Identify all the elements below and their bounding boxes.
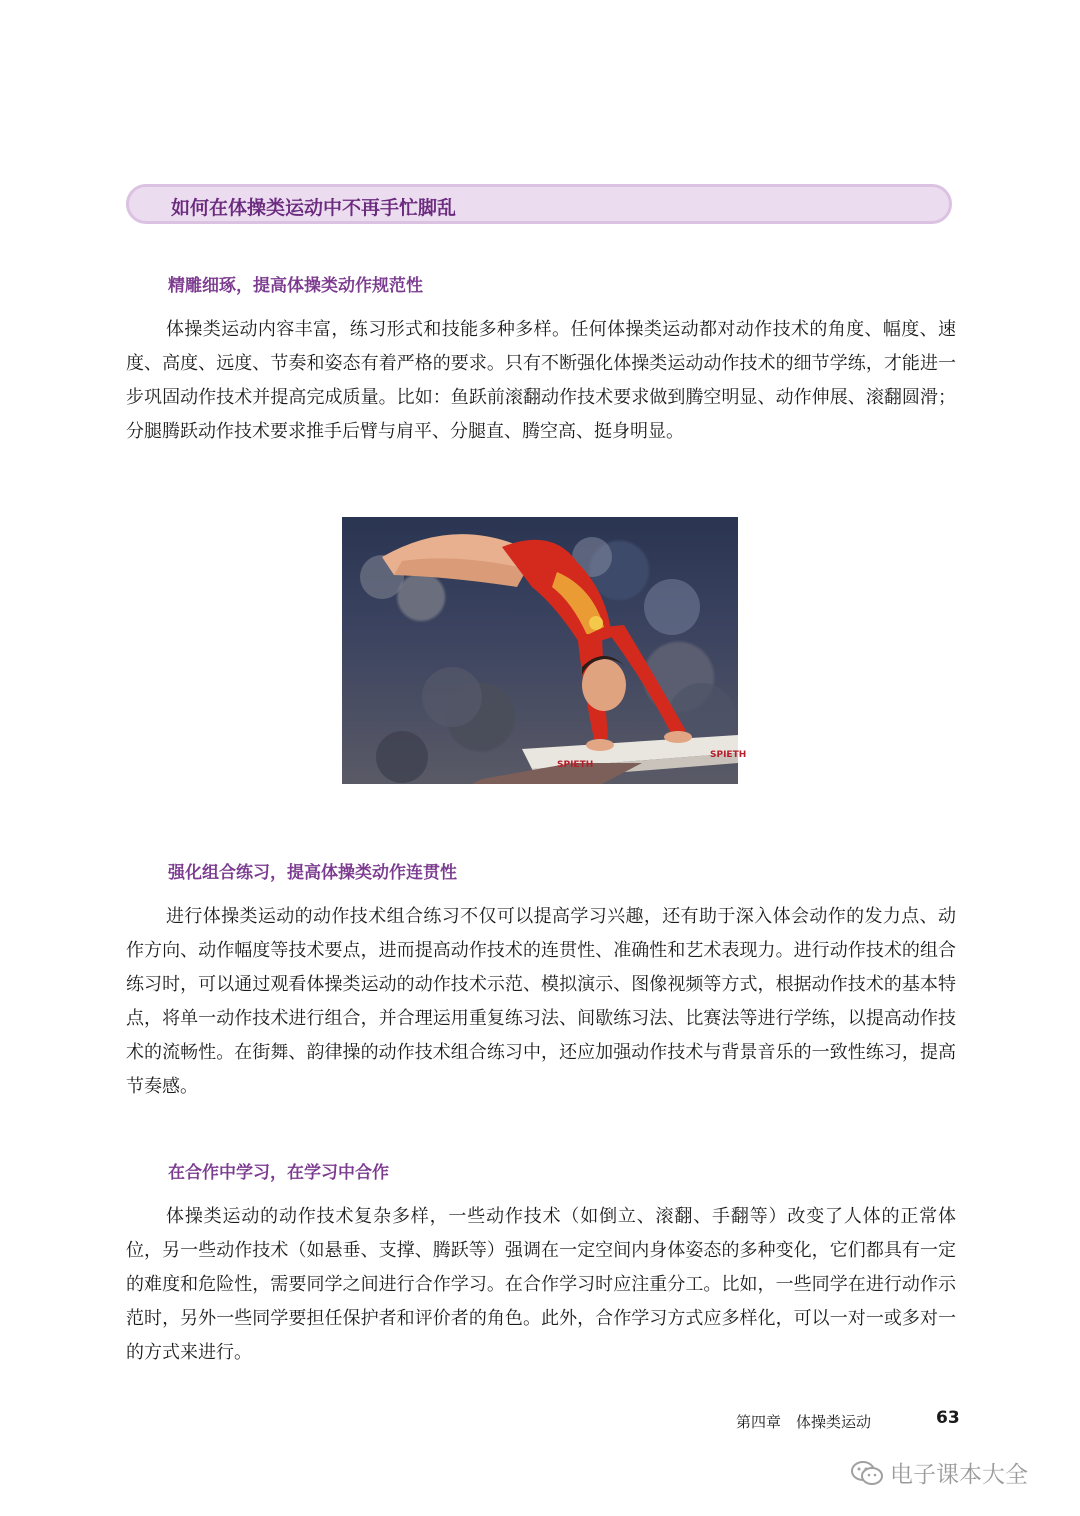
paragraph-1: 体操类运动内容丰富，练习形式和技能多种多样。任何体操类运动都对动作技术的角度、幅度、速度、高度、远度、节奏和姿态有着严格的要求。只有不断强化体操类运动动作技术的细节学练，才能进一步巩固动作技术并提高完成质量。比如：鱼跃前滚翻动作技术要求做到腾空明显、动作伸展、滚翻圆滑；分腿腾跃动作技术要求推手后臂与肩平、分腿直、腾空高、挺身明显。: [126, 319, 956, 442]
paragraph-2: 进行体操类运动的动作技术组合练习不仅可以提高学习兴趣，还有助于深入体会动作的发力点、动作方向、动作幅度等技术要点，进而提高动作技术的连贯性、准确性和艺术表现力。进行动作技术的组合练习时，可以通过观看体操类运动的动作技术示范、模拟演示、图像视频等方式，根据动作技术的基本特点，将单一动作技术进行组合，并合理运用重复练习法、间歇练习法、比赛法等进行学练，以提高动作技术的流畅性。在街舞、韵律操的动作技术组合练习中，还应加强动作技术与背景音乐的一致性练习，提高节奏感。: [126, 906, 956, 1097]
footer-chapter: 第四章 体操类运动: [736, 1413, 872, 1431]
page-number: 63: [936, 1408, 960, 1428]
subheading-2: 强化组合练习，提高体操类动作连贯性: [168, 863, 457, 883]
watermark: [850, 1456, 1028, 1489]
vault-brand-left: SPIETH: [557, 760, 594, 770]
section-banner: [126, 184, 952, 224]
gymnast-illustration: [342, 517, 747, 784]
paragraph-3: 体操类运动的动作技术复杂多样，一些动作技术（如倒立、滚翻、手翻等）改变了人体的正常体位，另一些动作技术（如悬垂、支撑、腾跃等）强调在一定空间内身体姿态的多种变化，它们都具有一定的难度和危险性，需要同学之间进行合作学习。在合作学习时应注重分工。比如，一些同学在进行动作示范时，另外一些同学要担任保护者和评价者的角色。此外，合作学习方式应多样化，可以一对一或多对一的方式来进行。: [126, 1206, 956, 1363]
subheading-3: 在合作中学习，在学习中合作: [168, 1163, 389, 1183]
gymnast-vault-photo: [342, 517, 747, 784]
wechat-icon: [850, 1459, 884, 1487]
vault-brand-right: SPIETH: [710, 750, 747, 760]
subheading-1: 精雕细琢，提高体操类动作规范性: [168, 276, 423, 296]
watermark-text: 电子课本大全: [890, 1462, 1028, 1488]
section-banner-title: 如何在体操类运动中不再手忙脚乱: [171, 197, 457, 219]
